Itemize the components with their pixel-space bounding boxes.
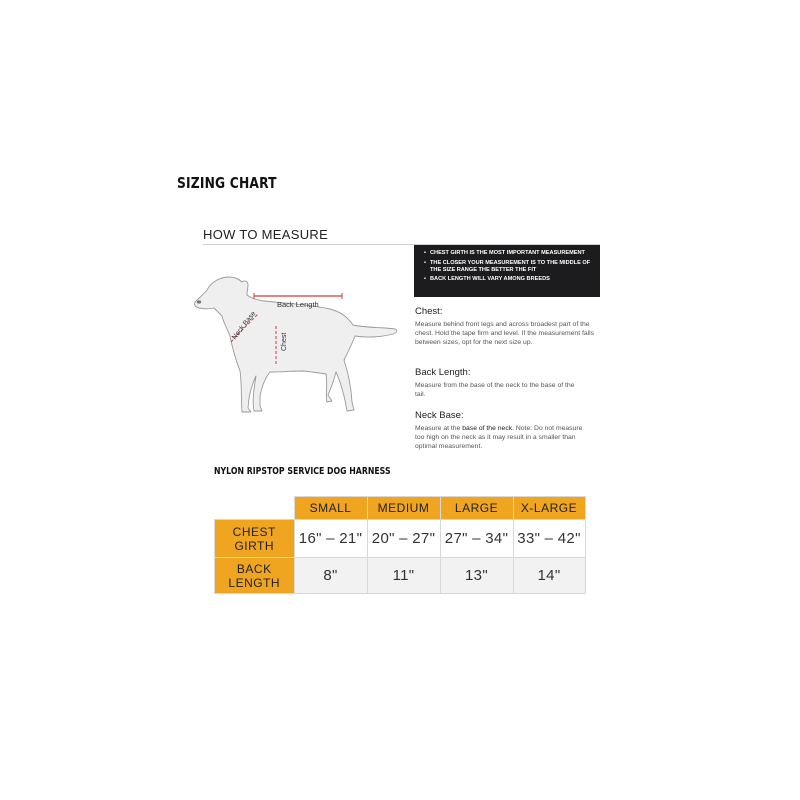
table-cell: 33" – 42": [513, 520, 585, 558]
column-header: SMALL: [294, 497, 367, 520]
fit-note-text: CHEST GIRTH IS THE MOST IMPORTANT MEASUREMENT: [430, 250, 585, 256]
chest-instructions: [415, 306, 605, 347]
fit-note-text: THE CLOSER YOUR MEASUREMENT IS TO THE MIDDLE OF THE SIZE RANGE THE BETTER THE FIT: [430, 259, 591, 273]
dog-nose: [197, 300, 201, 303]
table-cell: 14": [513, 558, 585, 594]
chest-label: Chest: [281, 332, 288, 351]
neck-base-text-end: . Note: Do not measure too high on the neck as it may result in a smaller than optimal measurement.: [415, 425, 583, 450]
table-row: [215, 558, 586, 594]
table-cell: 16" – 21": [294, 520, 367, 558]
dog-silhouette-icon: [190, 268, 405, 420]
row-header: [215, 520, 295, 558]
table-cell: 13": [440, 558, 513, 594]
back-length-text: Measure from the base of the neck to the base of the tail.: [415, 382, 575, 398]
row-header-line: BACK: [236, 561, 272, 576]
chest-heading: Chest:: [415, 306, 443, 317]
chest-text: Measure behind front legs and across broadest part of the chest. Hold the tape firm and level. If the measurement falls between sizes, opt for the next size up.: [415, 321, 595, 346]
table-cell: 11": [367, 558, 440, 594]
back-length-heading: Back Length:: [415, 367, 471, 378]
back-length-instructions: [415, 367, 605, 399]
how-to-measure-heading: HOW TO MEASURE: [203, 227, 329, 242]
table-header-row: [215, 497, 586, 520]
row-header-line: GIRTH: [234, 538, 275, 553]
neck-base-label: Neck Base: [231, 310, 258, 342]
row-header-line: LENGTH: [228, 575, 281, 590]
fit-notes-box: [414, 245, 600, 297]
column-header: MEDIUM: [367, 497, 440, 520]
fit-note: [424, 260, 592, 274]
column-header: X-LARGE: [513, 497, 585, 520]
bullet-icon: •: [424, 259, 426, 266]
neck-base-text-start: Measure at the: [415, 425, 463, 432]
table-row: [215, 520, 586, 558]
fit-note: [424, 276, 592, 283]
neck-base-heading: Neck Base:: [415, 410, 464, 421]
neck-base-instructions: [415, 410, 605, 451]
column-header: LARGE: [440, 497, 513, 520]
dog-body: [195, 277, 397, 412]
page-title: SIZING CHART: [177, 174, 277, 192]
table-cell: 27" – 34": [440, 520, 513, 558]
neck-base-text-emphasis: base of the neck: [462, 425, 513, 432]
neck-base-text: [415, 424, 583, 451]
row-header: [215, 558, 295, 594]
table-cell: 8": [294, 558, 367, 594]
dog-measurement-diagram: [190, 268, 405, 420]
table-corner: [215, 497, 295, 520]
bullet-icon: •: [424, 276, 426, 282]
fit-note-text: BACK LENGTH WILL VARY AMONG BREEDS: [430, 276, 550, 282]
fit-note: [424, 250, 592, 257]
bullet-icon: •: [424, 250, 426, 256]
back-length-label: Back Length: [277, 300, 319, 309]
product-title: NYLON RIPSTOP SERVICE DOG HARNESS: [214, 466, 391, 477]
table-cell: 20" – 27": [367, 520, 440, 558]
size-table: [214, 496, 586, 594]
row-header-line: CHEST: [232, 524, 276, 539]
